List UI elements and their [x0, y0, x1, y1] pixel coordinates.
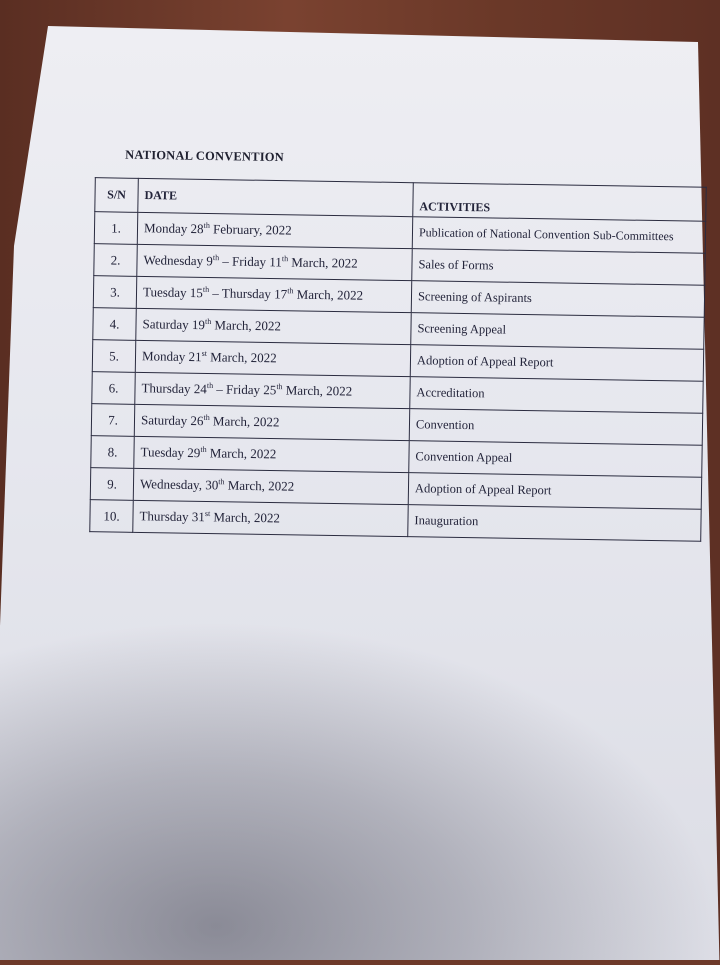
row-activity: Convention	[409, 409, 702, 446]
row-sn: 4.	[93, 308, 136, 341]
document-heading: NATIONAL CONVENTION	[125, 147, 285, 165]
row-sn: 10.	[90, 500, 133, 533]
row-sn: 8.	[91, 436, 134, 469]
row-sn: 7.	[91, 404, 134, 437]
row-sn: 1.	[94, 212, 137, 245]
row-activity: Screening Appeal	[411, 313, 704, 350]
column-header-date: DATE	[138, 178, 414, 216]
row-activity: Inauguration	[408, 505, 701, 542]
row-activity: Screening of Aspirants	[411, 281, 704, 318]
row-activity: Publication of National Convention Sub-Committees	[412, 217, 705, 254]
row-activity: Sales of Forms	[412, 249, 705, 286]
row-date: Saturday 19th March, 2022	[136, 308, 411, 344]
row-activity: Adoption of Appeal Report	[408, 473, 701, 510]
row-activity: Accreditation	[410, 377, 703, 414]
row-activity: Convention Appeal	[409, 441, 702, 478]
row-sn: 5.	[92, 340, 135, 373]
row-date: Tuesday 29th March, 2022	[134, 436, 409, 472]
row-date: Thursday 24th – Friday 25th March, 2022	[135, 372, 410, 408]
row-sn: 2.	[94, 244, 137, 277]
row-sn: 9.	[90, 468, 133, 501]
row-activity: Adoption of Appeal Report	[410, 345, 703, 382]
column-header-activities: ACTIVITIES	[413, 183, 706, 222]
row-date: Thursday 31st March, 2022	[133, 500, 408, 536]
row-sn: 3.	[93, 276, 136, 309]
column-header-sn: S/N	[95, 178, 139, 213]
schedule-table	[89, 177, 707, 542]
row-date: Saturday 26th March, 2022	[134, 404, 409, 440]
row-date: Wednesday, 30th March, 2022	[133, 468, 408, 504]
row-date: Wednesday 9th – Friday 11th March, 2022	[137, 244, 412, 280]
row-sn: 6.	[92, 372, 135, 405]
row-date: Monday 21st March, 2022	[135, 340, 410, 376]
row-date: Monday 28th February, 2022	[137, 212, 412, 248]
row-date: Tuesday 15th – Thursday 17th March, 2022	[136, 276, 411, 312]
